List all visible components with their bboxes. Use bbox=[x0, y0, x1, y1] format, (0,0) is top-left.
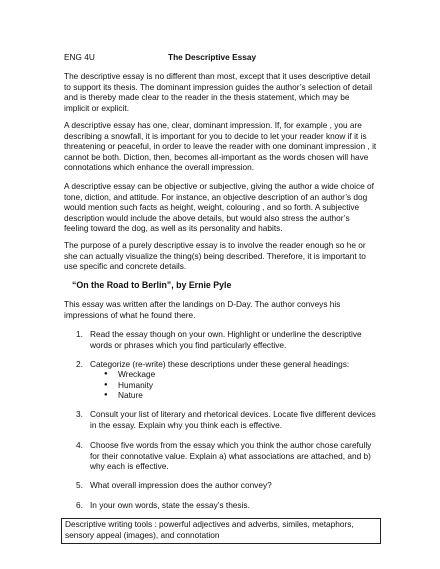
section-title-quoted: “On the Road to Berlin” bbox=[72, 280, 172, 290]
item-line: Read the essay though on your own. Highlight or underline the descriptive bbox=[90, 329, 362, 339]
paragraph-line: implicit or explicit. bbox=[64, 102, 130, 113]
paragraph-line: would mention such facts as height, weight, colouring , and so forth. A subjective bbox=[64, 202, 360, 213]
paragraph-line: tone, diction, and attitude. For instance, an objective description of an author’s dog bbox=[64, 191, 368, 202]
paragraph-line: description would include the above details, but would also stress the author’s bbox=[64, 212, 350, 223]
document-title: The Descriptive Essay bbox=[168, 52, 257, 62]
paragraph-line: This essay was written after the landings on D-Day. The author conveys his bbox=[64, 299, 341, 309]
item-number: 2. bbox=[76, 359, 83, 369]
paragraph-line: cannot be both. Diction, then, becomes all-important as the words chosen will have bbox=[64, 151, 369, 162]
paragraph-line: The purpose of a purely descriptive essay is to involve the reader enough so he or bbox=[64, 240, 366, 250]
list-item bbox=[90, 409, 390, 430]
item-number: 6. bbox=[76, 500, 83, 510]
bullet-icon: ● bbox=[104, 381, 108, 388]
section-title-byline: , by Ernie Pyle bbox=[171, 280, 232, 290]
paragraph-line: feeling toward the dog, as well as its personality and habits. bbox=[64, 223, 283, 234]
paragraph-line: she can actually visualize the thing(s) being described. Therefore, it is important to bbox=[64, 250, 366, 261]
paragraph-4 bbox=[64, 240, 384, 272]
item-line: why each is effective. bbox=[90, 461, 169, 472]
paragraph-line: and is thereby made clear to the reader in the thesis statement, which may be bbox=[64, 92, 350, 103]
paragraph-3 bbox=[64, 181, 384, 234]
list-item bbox=[90, 440, 390, 472]
paragraph-line: to support its thesis. The dominant impression guides the author’s selection of detail bbox=[64, 81, 373, 92]
paragraph-line: describing a snowfall, it is important for you to decide to let your reader know if it is bbox=[64, 130, 367, 141]
paragraph-line: The descriptive essay is no different than most, except that it uses descriptive detail bbox=[64, 71, 371, 81]
item-line: for their connotative value. Explain a) what associations are attached, and b) bbox=[90, 450, 371, 461]
paragraph-line: connotations which enhance the overall impression. bbox=[64, 162, 255, 173]
list-item bbox=[90, 329, 390, 350]
list-item bbox=[90, 359, 390, 370]
item-line: in the essay. Explain why you think each is effective. bbox=[90, 419, 283, 430]
paragraph-line: use specific and concrete details. bbox=[64, 261, 187, 272]
bullet-item: Humanity bbox=[118, 379, 154, 390]
paragraph-line: A descriptive essay can be objective or subjective, giving the author a wide choice of bbox=[64, 181, 374, 191]
paragraph-line: impressions of what he found there. bbox=[64, 309, 196, 320]
box-line: Descriptive writing tools : powerful adjectives and adverbs, similes, metaphors, bbox=[65, 519, 354, 529]
item-line: Choose five words from the essay which you think the author chose carefully bbox=[90, 440, 372, 450]
bullet-icon: ● bbox=[104, 392, 108, 399]
paragraph-line: threatening or peaceful, in order to leave the reader with one dominant impression , it bbox=[64, 141, 377, 152]
item-number: 4. bbox=[76, 440, 83, 450]
list-item bbox=[90, 480, 390, 491]
item-line: Consult your list of literary and rhetorical devices. Locate five different devices bbox=[90, 409, 376, 419]
item-line: Categorize (re-write) these descriptions under these general headings: bbox=[90, 359, 350, 369]
item-number: 3. bbox=[76, 409, 83, 419]
writing-tools-box bbox=[61, 518, 381, 544]
paragraph-1 bbox=[64, 71, 384, 113]
item-number: 5. bbox=[76, 480, 83, 490]
list-item bbox=[90, 500, 390, 511]
item-line: What overall impression does the author convey? bbox=[90, 480, 272, 490]
paragraph-line: A descriptive essay has one, clear, dominant impression. If, for example , you are bbox=[64, 120, 362, 130]
item-line: words or phrases which you find particularly effective. bbox=[90, 339, 287, 350]
item-number: 1. bbox=[76, 329, 83, 339]
box-line: sensory appeal (images), and connotation bbox=[65, 529, 220, 540]
bullet-item: Wreckage bbox=[118, 369, 156, 379]
item-line: In your own words, state the essay’s thesis. bbox=[90, 500, 250, 510]
bullet-item: Nature bbox=[118, 390, 143, 401]
course-code: ENG 4U bbox=[64, 52, 95, 62]
section-title bbox=[72, 280, 231, 291]
bullet-icon: ● bbox=[104, 371, 108, 377]
paragraph-2 bbox=[64, 120, 384, 173]
section-intro bbox=[64, 299, 384, 320]
